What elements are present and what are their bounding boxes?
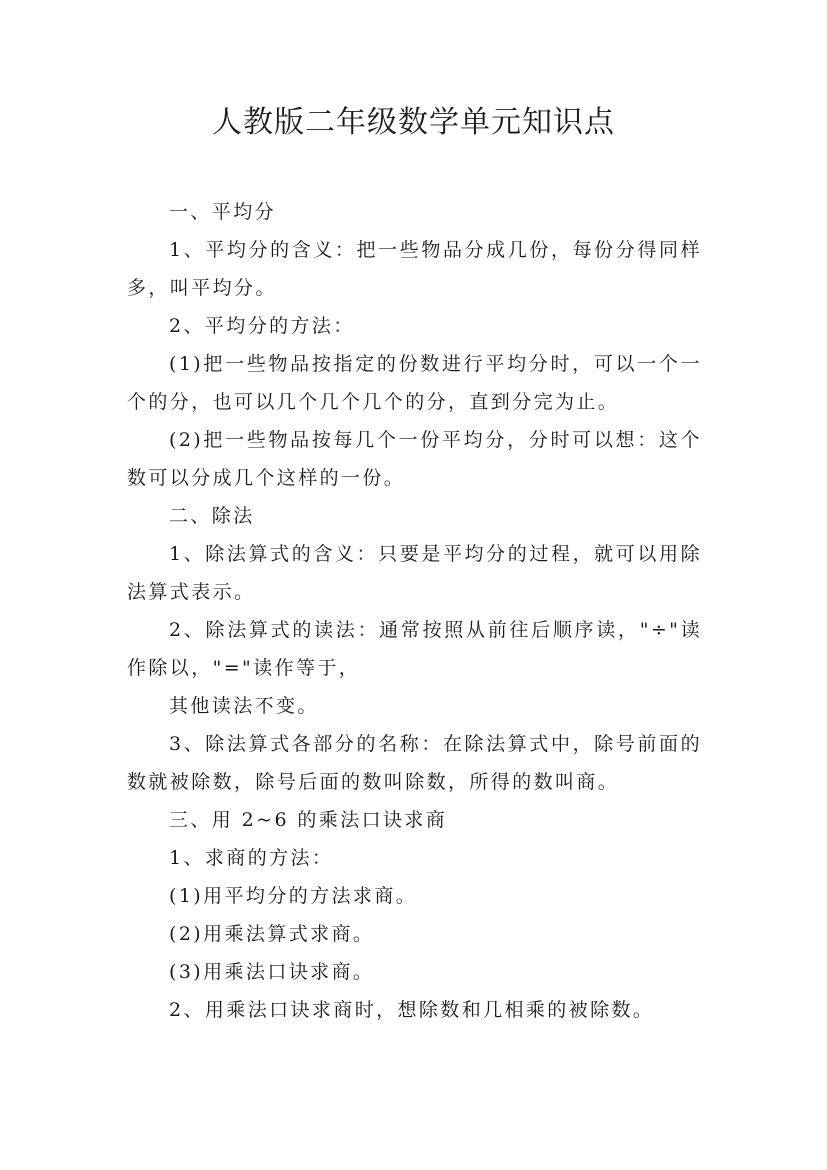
section-heading-1: 一、平均分 (169, 201, 277, 223)
paragraph: 2、用乘法口诀求商时，想除数和几相乘的被除数。 (169, 999, 655, 1021)
paragraph: (2)把一些物品按每几个一份平均分，分时可以想：这个数可以分成几个这样的一份。 (127, 429, 702, 489)
document-body (127, 193, 702, 1029)
paragraph: 2、平均分的方法： (169, 315, 355, 337)
paragraph: 1、除法算式的含义：只要是平均分的过程，就可以用除法算式表示。 (127, 543, 702, 603)
paragraph: 2、除法算式的读法：通常按照从前往后顺序读，"÷"读作除以，"="读作等于， (127, 619, 702, 679)
document-title: 人教版二年级数学单元知识点 (212, 105, 615, 140)
paragraph: 其他读法不变。 (169, 695, 319, 717)
section-heading-3: 三、用 2~6 的乘法口诀求商 (169, 809, 448, 831)
paragraph: 1、求商的方法： (169, 847, 334, 869)
paragraph: 3、除法算式各部分的名称：在除法算式中，除号前面的数就被除数，除号后面的数叫除数，所得的数叫商。 (127, 733, 702, 793)
paragraph: (3)用乘法口诀求商。 (169, 961, 375, 983)
section-heading-2: 二、除法 (169, 505, 255, 527)
paragraph: (2)用乘法算式求商。 (169, 923, 375, 945)
paragraph: (1)用平均分的方法求商。 (169, 885, 418, 907)
paragraph: 1、平均分的含义：把一些物品分成几份，每份分得同样多，叫平均分。 (127, 239, 702, 299)
paragraph: (1)把一些物品按指定的份数进行平均分时，可以一个一个的分，也可以几个几个几个的分，直到分完为止。 (127, 353, 702, 413)
